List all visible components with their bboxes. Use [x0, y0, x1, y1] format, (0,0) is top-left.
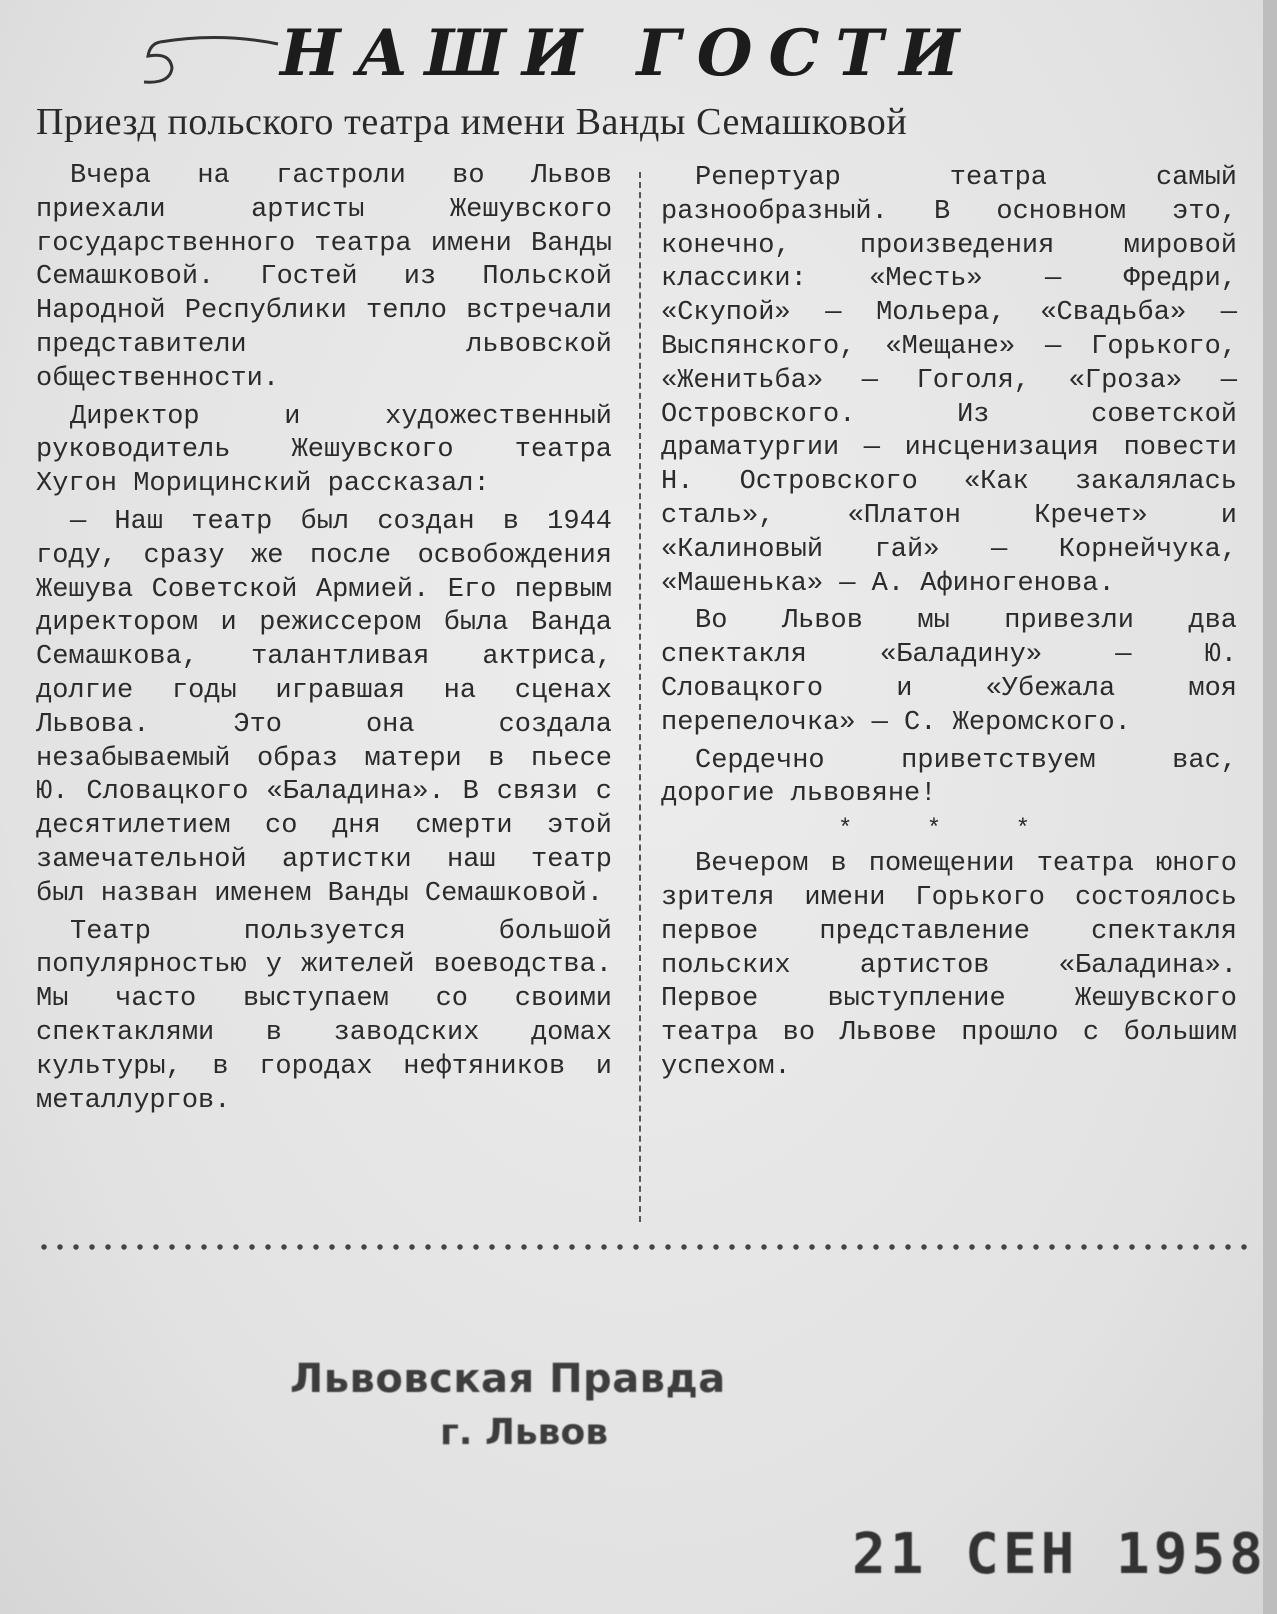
city-stamp: г. Львов [440, 1412, 608, 1453]
paragraph: Театр пользуется большой популярностью у жителей воеводства. Мы часто выступаем со своими спектаклями в заводских домах культуры, в городах нефтяников и металлургов. [36, 916, 612, 1116]
paragraph: Вчера на гастроли во Львов приехали артисты Жешувского государственного театра имени Ванды Семашковой. Гостей из Польской Народной Республики тепло встречали представители львовской общественности. [36, 161, 612, 394]
handwritten-mark [130, 22, 280, 92]
newspaper-name-stamp: Львовская Правда [290, 1356, 726, 1402]
paragraph: Вечером в помещении театра юного зрителя имени Горького состоялось первое представление спектакля польских артистов «Баладина». Первое выступление Жешувского театра во Львове прошло с большим успехом. [661, 849, 1237, 1082]
paragraph: Сердечно приветствуем вас, дорогие львовяне! [661, 745, 1237, 810]
paragraph: — Наш театр был создан в 1944 году, сразу же после освобождения Жешува Советской Армией. Его первым директором и режиссером была Ванда Семашкова, талантливая актриса, долгие годы игравшая на сценах Львова. Это она создала незабываемый образ матери в пьесе Ю. Словацкого «Баладина». В связи с десятилетием со дня смерти этой замечательной артистки наш театр был назван именем Ванды Семашковой. [36, 506, 612, 909]
paragraph: Репертуар театра самый разнообразный. В основном это, конечно, произведения мировой классики: «Месть» — Фредри, «Скупой» — Мольера, «Свадьба» — Выспянского, «Мещане» — Горького, «Женитьба» — Гоголя, «Гроза» — Островского. Из советской драматургии — инсценизация повести Н. Островского «Как закалялась сталь», «Платон Кречет» и «Калиновый гай» — Корнейчука, «Машенька» — А. Афиногенова. [661, 163, 1237, 599]
paper-edge [1263, 0, 1277, 1614]
article-column-right [661, 162, 1237, 1089]
section-separator: * * * [837, 816, 1060, 844]
headline: НАШИ ГОСТИ [280, 16, 976, 91]
column-divider [639, 172, 641, 1222]
subheadline: Приезд польского театра имени Ванды Семашковой [36, 101, 908, 143]
cut-line [36, 1243, 1251, 1251]
article-column-left [36, 160, 612, 1122]
date-stamp: 21 СЕН 1958 [852, 1522, 1267, 1587]
paragraph: Директор и художественный руководитель Жешувского театра Хугон Морицинский рассказал: [36, 401, 612, 500]
paragraph: Во Львов мы привезли два спектакля «Баладину» — Ю. Словацкого и «Убежала моя перепелочка» — С. Жеромского. [661, 606, 1237, 738]
